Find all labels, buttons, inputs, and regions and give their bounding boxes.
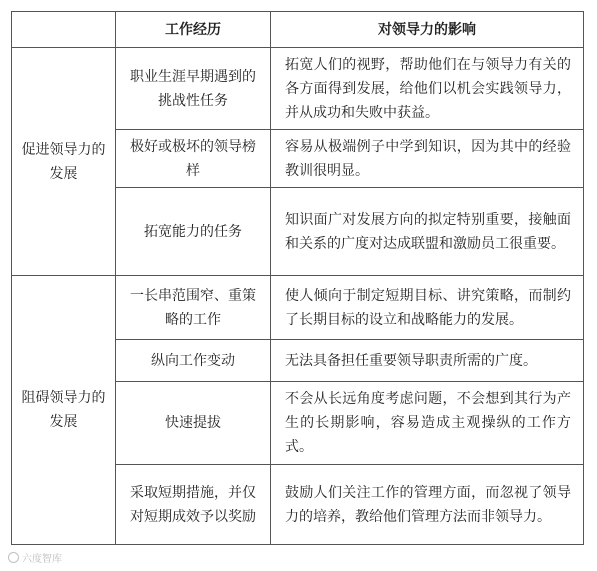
impact-cell: 无法具备担任重要领导职责所需的广度。 xyxy=(271,340,584,382)
experience-cell: 职业生涯早期遇到的挑战性任务 xyxy=(116,48,271,130)
impact-cell: 容易从极端例子中学到知识，因为其中的经验教训很明显。 xyxy=(271,130,584,188)
impact-cell: 知识面广对发展方向的拟定特别重要，接触面和关系的广度对达成联盟和激励员工很重要。 xyxy=(271,188,584,276)
impact-cell: 使人倾向于制定短期目标、讲究策略，而制约了长期目标的设立和战略能力的发展。 xyxy=(271,276,584,340)
table-row xyxy=(12,48,584,130)
experience-cell: 快速提拔 xyxy=(116,382,271,465)
experience-cell: 一长串范围窄、重策略的工作 xyxy=(116,276,271,340)
experience-cell: 纵向工作变动 xyxy=(116,340,271,382)
impact-cell: 鼓励人们关注工作的管理方面，而忽视了领导力的培养，教给他们管理方法而非领导力。 xyxy=(271,465,584,545)
experience-cell: 采取短期措施，并仅对短期成效予以奖励 xyxy=(116,465,271,545)
leadership-experience-table xyxy=(11,11,584,545)
category-cell-promote: 促进领导力的发展 xyxy=(12,48,116,276)
header-experience: 工作经历 xyxy=(116,12,271,48)
watermark xyxy=(8,552,62,566)
weibo-logo-icon xyxy=(8,552,19,563)
table-header-row xyxy=(12,12,584,48)
table-row xyxy=(12,276,584,340)
impact-cell: 不会从长远角度考虑问题，不会想到其行为产生的长期影响，容易造成主观操纵的工作方式。 xyxy=(271,382,584,465)
impact-cell: 拓宽人们的视野，帮助他们在与领导力有关的各方面得到发展，给他们以机会实践领导力，并从成功和失败中获益。 xyxy=(271,48,584,130)
header-category xyxy=(12,12,116,48)
category-cell-hinder: 阻碍领导力的发展 xyxy=(12,276,116,545)
watermark-text: 六度智库 xyxy=(22,554,62,565)
experience-cell: 拓宽能力的任务 xyxy=(116,188,271,276)
header-impact: 对领导力的影响 xyxy=(271,12,584,48)
experience-cell: 极好或极坏的领导榜样 xyxy=(116,130,271,188)
